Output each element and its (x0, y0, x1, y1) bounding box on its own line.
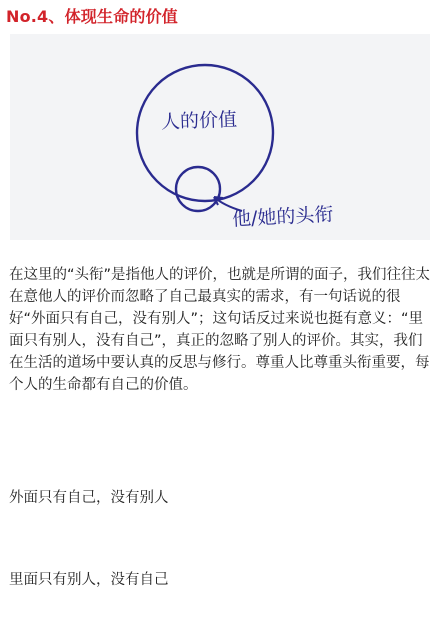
person-value-label: 人的价值 (160, 108, 238, 134)
small-circle (176, 167, 220, 211)
sketch-diagram (10, 34, 430, 240)
quote-outer: 外面只有自己，没有别人 (9, 490, 169, 506)
section-heading: No.4、体现生命的价值 (6, 7, 178, 26)
quote-inner: 里面只有别人，没有自己 (9, 572, 169, 588)
body-paragraph: 在这里的“头衔”是指他人的评价，也就是所谓的面子，我们往往太在意他人的评价而忽略了自己最真实的需求，有一句话说的很好“外面只有自己，没有别人”；这句话反过来说也挺有意义：“里面只有别人，没有自己”，真正的忽略了别人的评价。其实，我们在生活的道场中要认真的反思与修行。尊重人比尊重头衔重要，每个人的生命都有自己的价值。 (9, 267, 431, 393)
diagram-drawing (10, 34, 430, 240)
large-circle (137, 65, 273, 201)
person-title-label: 他/她的头衔 (231, 203, 334, 231)
